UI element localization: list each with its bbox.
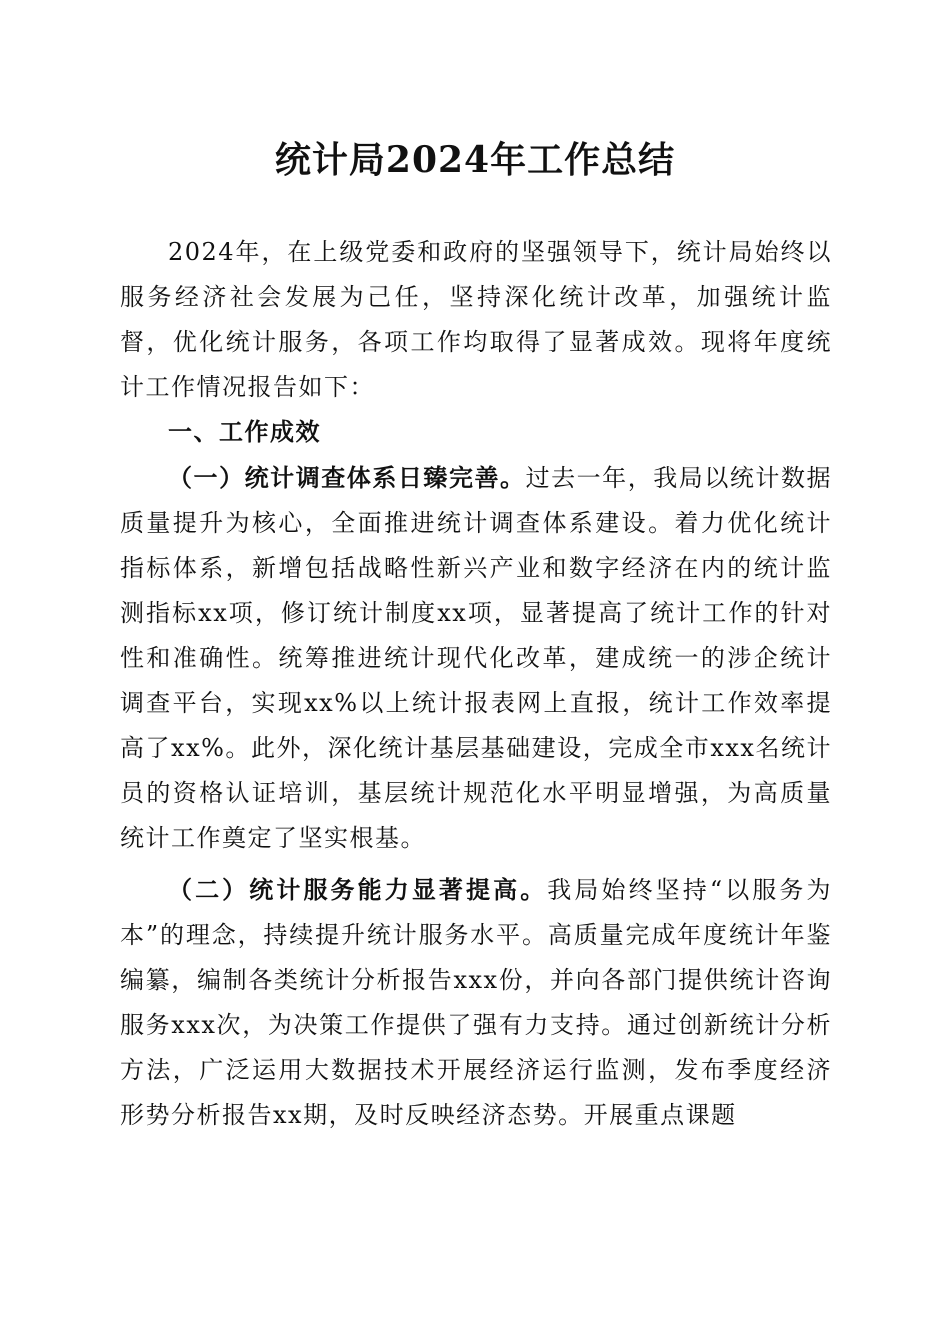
document-body — [120, 230, 832, 1138]
paragraph-2-lead: （二）统计服务能力显著提高。 — [168, 875, 548, 904]
paragraph-1 — [120, 455, 832, 861]
paragraph-1-text: 过去一年，我局以统计数据质量提升为核心，全面推进统计调查体系建设。着力优化统计指标体系，新增包括战略性新兴产业和数字经济在内的统计监测指标xx项，修订统计制度xx项，显著提高了统计工作的针对性和准确性。统筹推进统计现代化改革，建成统一的涉企统计调查平台，实现xx%以上统计报表网上直报，统计工作效率提高了xx%。此外，深化统计基层基础建设，完成全市xxx名统计员的资格认证培训，基层统计规范化水平明显增强，为高质量统计工作奠定了坚实根基。 — [120, 464, 833, 852]
paragraph-1-lead: （一）统计调查体系日臻完善。 — [168, 463, 526, 492]
paragraph-2 — [120, 867, 832, 1138]
paragraph-2-text: 我局始终坚持“以服务为本”的理念，持续提升统计服务水平。高质量完成年度统计年鉴编纂，编制各类统计分析报告xxx份，并向各部门提供统计咨询服务xxx次，为决策工作提供了强有力支持。通过创新统计分析方法，广泛运用大数据技术开展经济运行监测，发布季度经济形势分析报告xx期，及时反映经济态势。开展重点课题 — [120, 876, 832, 1129]
intro-paragraph: 2024年，在上级党委和政府的坚强领导下，统计局始终以服务经济社会发展为己任，坚持深化统计改革，加强统计监督，优化统计服务，各项工作均取得了显著成效。现将年度统计工作情况报告如下： — [120, 238, 832, 401]
section-heading-1: 一、工作成效 — [168, 418, 321, 446]
document-title: 统计局2024年工作总结 — [274, 139, 676, 181]
